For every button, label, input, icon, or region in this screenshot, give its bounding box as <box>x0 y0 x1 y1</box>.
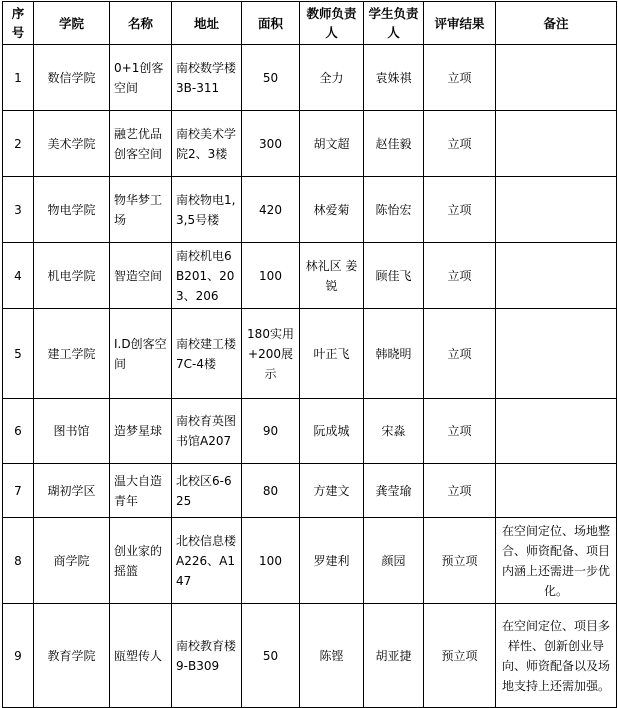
header-student: 学生负责人 <box>364 2 424 45</box>
cell-area: 50 <box>242 45 300 111</box>
cell-student: 宋淼 <box>364 399 424 464</box>
header-result: 评审结果 <box>424 2 496 45</box>
cell-no: 8 <box>3 518 34 604</box>
cell-student: 胡亚捷 <box>364 604 424 708</box>
cell-teacher: 罗建利 <box>300 518 364 604</box>
cell-college: 商学院 <box>34 518 110 604</box>
table-row <box>3 309 617 399</box>
cell-teacher: 林礼区 姜锐 <box>300 243 364 309</box>
cell-name: 瓯塑传人 <box>110 604 172 708</box>
cell-note <box>496 464 617 518</box>
cell-note: 在空间定位、项目多样性、创新创业导向、师资配备以及场地支持上还需加强。 <box>496 604 617 708</box>
cell-result: 预立项 <box>424 604 496 708</box>
cell-name: 温大自造青年 <box>110 464 172 518</box>
cell-address: 南校育英图书馆A207 <box>172 399 242 464</box>
cell-address: 北校区6-625 <box>172 464 242 518</box>
header-teacher: 教师负责人 <box>300 2 364 45</box>
cell-teacher: 林爱菊 <box>300 177 364 243</box>
cell-area: 100 <box>242 518 300 604</box>
cell-area: 80 <box>242 464 300 518</box>
cell-no: 5 <box>3 309 34 399</box>
table-row <box>3 45 617 111</box>
cell-address: 南校数学楼3B-311 <box>172 45 242 111</box>
cell-result: 立项 <box>424 309 496 399</box>
cell-no: 1 <box>3 45 34 111</box>
table-row <box>3 399 617 464</box>
cell-note <box>496 399 617 464</box>
table-row <box>3 464 617 518</box>
cell-area: 300 <box>242 111 300 177</box>
cell-result: 立项 <box>424 111 496 177</box>
cell-no: 2 <box>3 111 34 177</box>
cell-name: 智造空间 <box>110 243 172 309</box>
cell-college: 机电学院 <box>34 243 110 309</box>
cell-student: 颜园 <box>364 518 424 604</box>
cell-no: 6 <box>3 399 34 464</box>
cell-note <box>496 45 617 111</box>
cell-college: 瑚初学区 <box>34 464 110 518</box>
cell-result: 立项 <box>424 399 496 464</box>
cell-no: 9 <box>3 604 34 708</box>
cell-result: 预立项 <box>424 518 496 604</box>
cell-name: I.D创客空间 <box>110 309 172 399</box>
cell-name: 物华梦工场 <box>110 177 172 243</box>
cell-student: 龚莹瑜 <box>364 464 424 518</box>
cell-college: 图书馆 <box>34 399 110 464</box>
cell-teacher: 叶正飞 <box>300 309 364 399</box>
header-note: 备注 <box>496 2 617 45</box>
cell-area: 100 <box>242 243 300 309</box>
cell-name: 融艺优品创客空间 <box>110 111 172 177</box>
cell-note: 在空间定位、场地整合、师资配备、项目内涵上还需进一步优化。 <box>496 518 617 604</box>
cell-result: 立项 <box>424 243 496 309</box>
cell-teacher: 全力 <box>300 45 364 111</box>
cell-teacher: 阮成城 <box>300 399 364 464</box>
project-table <box>2 1 617 708</box>
header-college: 学院 <box>34 2 110 45</box>
cell-address: 北校信息楼A226、A147 <box>172 518 242 604</box>
cell-college: 物电学院 <box>34 177 110 243</box>
cell-student: 陈怡宏 <box>364 177 424 243</box>
cell-result: 立项 <box>424 45 496 111</box>
header-no: 序号 <box>3 2 34 45</box>
cell-teacher: 方建文 <box>300 464 364 518</box>
table-row <box>3 518 617 604</box>
cell-student: 赵佳毅 <box>364 111 424 177</box>
table-row <box>3 177 617 243</box>
header-address: 地址 <box>172 2 242 45</box>
cell-college: 美术学院 <box>34 111 110 177</box>
cell-area: 90 <box>242 399 300 464</box>
cell-address: 南校教育楼9-B309 <box>172 604 242 708</box>
cell-no: 3 <box>3 177 34 243</box>
header-row <box>3 2 617 45</box>
cell-area: 50 <box>242 604 300 708</box>
cell-name: 0+1创客空间 <box>110 45 172 111</box>
cell-result: 立项 <box>424 464 496 518</box>
header-area: 面积 <box>242 2 300 45</box>
cell-no: 7 <box>3 464 34 518</box>
cell-name: 造梦星球 <box>110 399 172 464</box>
cell-name: 创业家的摇篮 <box>110 518 172 604</box>
table-row <box>3 604 617 708</box>
cell-area: 180实用+200展示 <box>242 309 300 399</box>
cell-note <box>496 177 617 243</box>
cell-note <box>496 309 617 399</box>
cell-college: 建工学院 <box>34 309 110 399</box>
table-row <box>3 111 617 177</box>
cell-teacher: 陈铿 <box>300 604 364 708</box>
cell-college: 教育学院 <box>34 604 110 708</box>
cell-result: 立项 <box>424 177 496 243</box>
cell-address: 南校建工楼7C-4楼 <box>172 309 242 399</box>
cell-college: 数信学院 <box>34 45 110 111</box>
header-name: 名称 <box>110 2 172 45</box>
cell-address: 南校美术学院2、3楼 <box>172 111 242 177</box>
cell-note <box>496 111 617 177</box>
cell-address: 南校机电6B201、203、206 <box>172 243 242 309</box>
cell-area: 420 <box>242 177 300 243</box>
cell-student: 顾佳飞 <box>364 243 424 309</box>
cell-student: 韩晓明 <box>364 309 424 399</box>
cell-note <box>496 243 617 309</box>
cell-no: 4 <box>3 243 34 309</box>
table-row <box>3 243 617 309</box>
cell-teacher: 胡文超 <box>300 111 364 177</box>
cell-address: 南校物电1,3,5号楼 <box>172 177 242 243</box>
cell-student: 袁姝祺 <box>364 45 424 111</box>
